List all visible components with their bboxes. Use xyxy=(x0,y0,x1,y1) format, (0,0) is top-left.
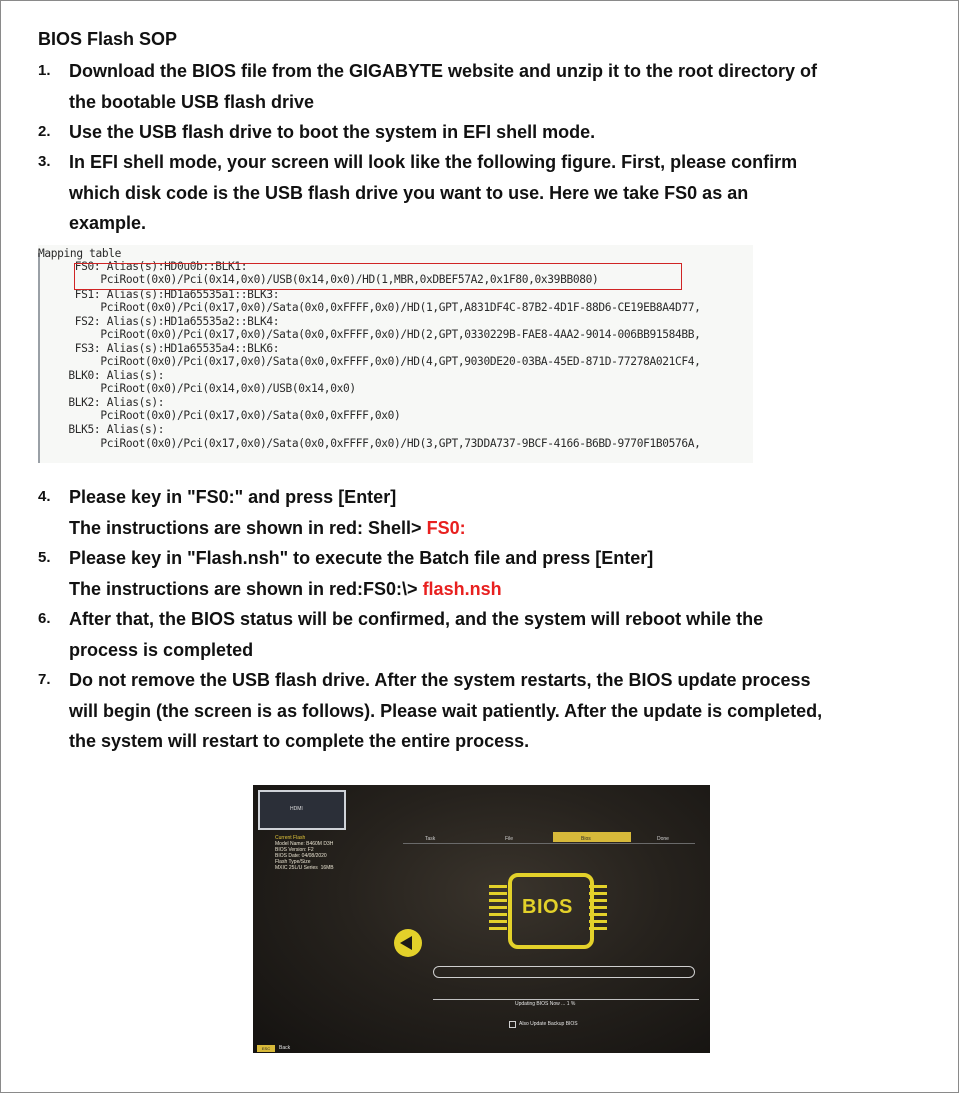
back-arrow-icon xyxy=(394,929,422,957)
monitor-thumbnail xyxy=(258,790,346,830)
step-instruction xyxy=(69,513,929,544)
mapping-line: PciRoot(0x0)/Pci(0x17,0x0)/Sata(0x0,0xFFFF,0x0)/HD(3,GPT,73DDA737-9BCF-4166-B6BD-9770F1B0576A, xyxy=(62,437,701,450)
instruction-prefix: The instructions are shown in red:FS0:\> xyxy=(69,578,423,599)
tab-bios: Bios xyxy=(581,836,591,842)
info-line: BIOS Date: 04/08/2020 xyxy=(275,853,327,859)
tab-task: Task xyxy=(425,836,436,842)
step-number: 4. xyxy=(38,488,51,505)
mapping-line: BLK2: Alias(s): xyxy=(62,396,165,409)
fs0-highlight-box xyxy=(74,263,682,290)
bios-update-photo xyxy=(253,785,710,1053)
tab-done: Done xyxy=(657,836,669,842)
info-line: BIOS Version: F2 xyxy=(275,847,314,853)
step-text: Download the BIOS file from the GIGABYTE website and unzip it to the root directory of xyxy=(69,61,818,81)
mapping-line: BLK0: Alias(s): xyxy=(62,369,165,382)
info-line: MXIC 25L/U Series 16MB xyxy=(275,865,334,871)
step-number: 2. xyxy=(38,123,51,140)
mapping-line: PciRoot(0x0)/Pci(0x17,0x0)/Sata(0x0,0xFFFF,0x0)/HD(1,GPT,A831DF4C-87B2-4D1F-88D6-CE19EB8A4D77, xyxy=(62,301,701,314)
mapping-line: PciRoot(0x0)/Pci(0x14,0x0)/USB(0x14,0x0) xyxy=(62,382,356,395)
chip-pins-left xyxy=(489,885,507,931)
mapping-table-screenshot xyxy=(38,245,753,463)
esc-key-badge: ESC xyxy=(257,1045,275,1052)
step-number: 5. xyxy=(38,549,51,566)
step-text: the bootable USB flash drive xyxy=(69,91,315,112)
step-text: which disk code is the USB flash drive you want to use. Here we take FS0 as an xyxy=(69,182,749,203)
mapping-line: FS0: Alias(s):HD0u0b::BLK1: xyxy=(62,260,248,273)
mapping-line: FS1: Alias(s):HD1a65535a1::BLK3: xyxy=(62,288,280,301)
step-number: 7. xyxy=(38,671,51,688)
mapping-line: PciRoot(0x0)/Pci(0x17,0x0)/Sata(0x0,0xFFFF,0x0)/HD(2,GPT,0330229B-FAE8-4AA2-9014-006BB91584BB, xyxy=(62,328,701,341)
step-number: 3. xyxy=(38,153,51,170)
mapping-line: PciRoot(0x0)/Pci(0x17,0x0)/Sata(0x0,0xFFFF,0x0) xyxy=(62,409,401,422)
info-header: Current Flash xyxy=(275,835,306,841)
tab-file: File xyxy=(505,836,514,842)
backup-bios-checkbox xyxy=(509,1021,516,1028)
command-highlight: FS0: xyxy=(426,517,466,538)
step-text: After that, the BIOS status will be confirmed, and the system will reboot while the xyxy=(69,609,764,629)
current-flash-info xyxy=(275,835,334,871)
step-text: the system will restart to complete the entire process. xyxy=(69,731,530,751)
step-text: Do not remove the USB flash drive. After the system restarts, the BIOS update process xyxy=(69,670,811,690)
status-divider xyxy=(433,999,699,1000)
update-status-text: Updating BIOS Now ... 1 % xyxy=(515,1001,576,1007)
document-title: BIOS Flash SOP xyxy=(38,29,178,49)
mapping-line: BLK5: Alias(s): xyxy=(62,423,165,436)
mapping-line: FS2: Alias(s):HD1a65535a2::BLK4: xyxy=(62,315,280,328)
update-progress-bar xyxy=(433,966,695,978)
esc-back-label: Back xyxy=(279,1045,291,1051)
step-number: 6. xyxy=(38,610,51,627)
step-text: Use the USB flash drive to boot the system in EFI shell mode. xyxy=(69,122,596,142)
mapping-line: PciRoot(0x0)/Pci(0x17,0x0)/Sata(0x0,0xFFFF,0x0)/HD(4,GPT,9030DE20-03BA-45ED-871D-77278A021CF4, xyxy=(62,355,701,368)
step-text: process is completed xyxy=(69,639,254,660)
instruction-prefix: The instructions are shown in red: Shell> xyxy=(69,517,427,538)
info-line: Flash Type/Size xyxy=(275,859,311,865)
info-line: Model Name: B460M D3H xyxy=(275,841,334,847)
step-instruction xyxy=(69,574,929,605)
mapping-line: Mapping table xyxy=(38,247,122,260)
step-text: Please key in "Flash.nsh" to execute the Batch file and press [Enter] xyxy=(69,548,654,568)
active-tab-indicator xyxy=(553,832,631,842)
scroll-margin-line xyxy=(38,253,40,463)
step-text: Please key in "FS0:" and press [Enter] xyxy=(69,487,397,507)
mapping-line: FS3: Alias(s):HD1a65535a4::BLK6: xyxy=(62,342,280,355)
step-text: In EFI shell mode, your screen will look like the following figure. First, please confirm xyxy=(69,152,798,172)
step-number: 1. xyxy=(38,62,51,79)
thumbnail-label: HDMI xyxy=(290,806,303,812)
chip-label: BIOS xyxy=(522,896,573,918)
backup-bios-label: Also Update Backup BIOS xyxy=(519,1021,578,1027)
mapping-line: PciRoot(0x0)/Pci(0x14,0x0)/USB(0x14,0x0)/HD(1,MBR,0xDBEF57A2,0x1F80,0x39BB080) xyxy=(62,273,599,286)
command-highlight: flash.nsh xyxy=(422,578,502,599)
tab-divider xyxy=(403,843,695,844)
step-text: example. xyxy=(69,213,147,233)
step-text: will begin (the screen is as follows). Please wait patiently. After the update is completed, xyxy=(69,700,823,721)
